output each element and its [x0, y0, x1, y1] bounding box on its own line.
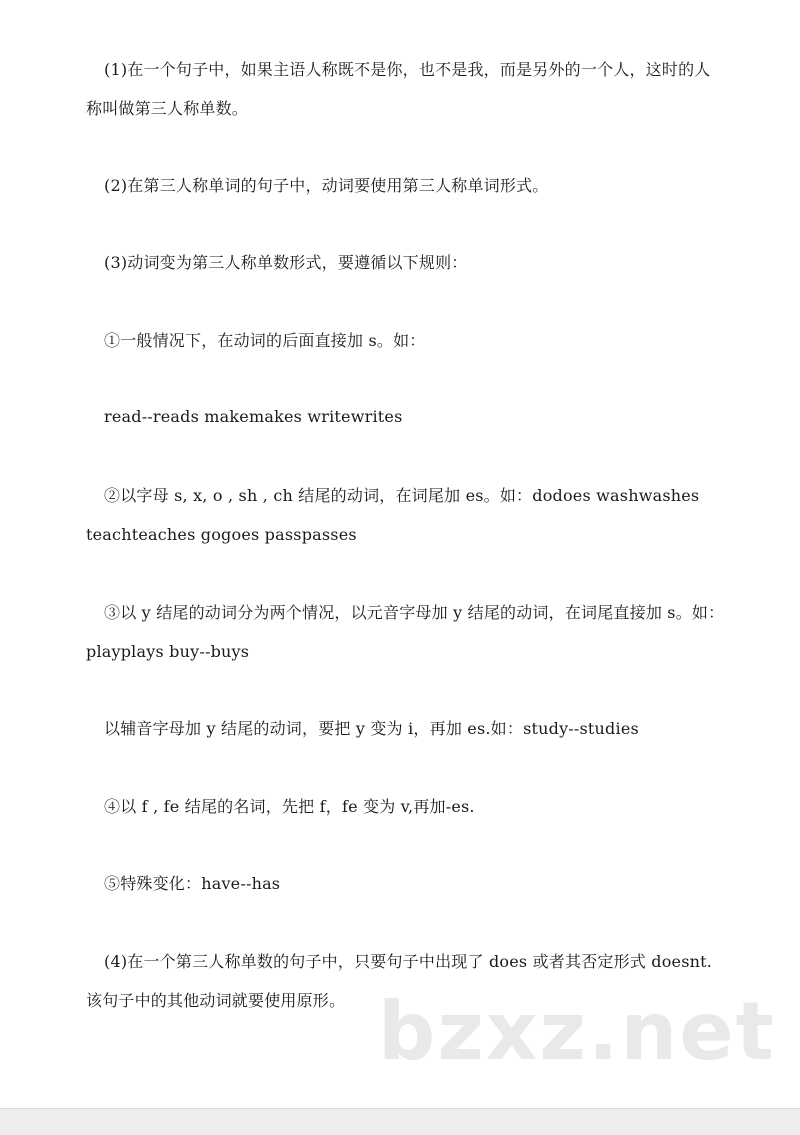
paragraph-6: ②以字母 s, x, o , sh , ch 结尾的动词，在词尾加 es。如：dodoes washwashes teachteaches gogoes passpasses — [86, 486, 700, 544]
paragraph-5: read--reads makemakes writewrites — [104, 407, 403, 426]
bottom-bar — [0, 1108, 800, 1135]
paragraph-8: 以辅音字母加 y 结尾的动词，要把 y 变为 i，再加 es.如：study--studies — [104, 719, 639, 738]
paragraph-2: (2)在第三人称单词的句子中，动词要使用第三人称单词形式。 — [104, 176, 549, 195]
paragraph-10: ⑤特殊变化：have--has — [104, 874, 281, 893]
paragraph-4: ①一般情况下，在动词的后面直接加 s。如： — [104, 331, 426, 350]
paragraph-9: ④以 f , fe 结尾的名词，先把 f，fe 变为 v,再加-es. — [104, 797, 475, 816]
paragraph-1: (1)在一个句子中，如果主语人称既不是你，也不是我，而是另外的一个人，这时的人称叫做第三人称单数。 — [86, 60, 711, 118]
paragraph-3: (3)动词变为第三人称单数形式，要遵循以下规则： — [104, 253, 468, 272]
paragraph-7: ③以 y 结尾的动词分为两个情况，以元音字母加 y 结尾的动词，在词尾直接加 s。如：playplays buy--buys — [86, 603, 725, 661]
paragraph-11: (4)在一个第三人称单数的句子中，只要句子中出现了 does 或者其否定形式 doesnt.该句子中的其他动词就要使用原形。 — [86, 952, 713, 1010]
watermark: bzxz.net — [378, 985, 776, 1078]
